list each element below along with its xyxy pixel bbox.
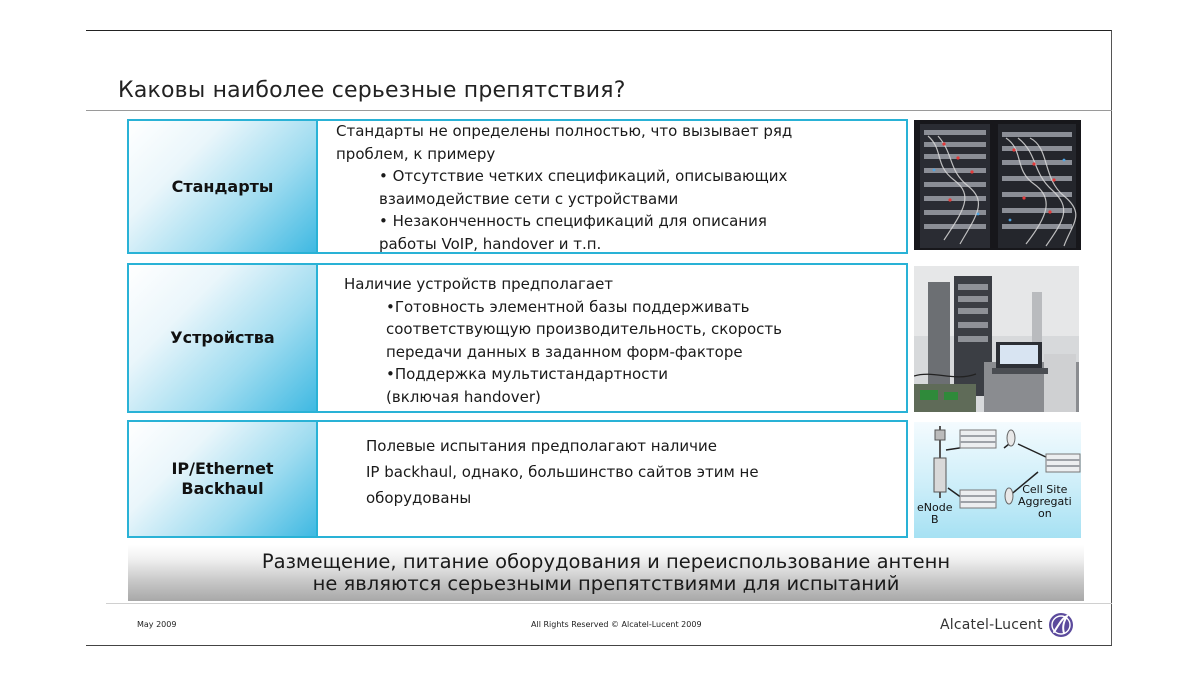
slide-title: Каковы наиболее серьезные препятствия? (118, 78, 626, 103)
text-line: Полевые испытания предполагают наличие (366, 437, 717, 455)
title-divider (86, 110, 1112, 111)
bottom-divider (86, 645, 1112, 646)
diagram-label-line: Aggregati (1018, 495, 1072, 508)
row-label (129, 121, 318, 252)
text-line: работы VoIP, handover и т.п. (379, 234, 602, 253)
brand-name: Alcatel-Lucent (940, 617, 1043, 633)
network-diagram (914, 422, 1081, 538)
diagram-label-line: on (1037, 507, 1052, 520)
text-line: Стандарты не определены полностью, что вызывает ряд (336, 122, 793, 140)
brand (940, 612, 1074, 638)
row-label (129, 422, 318, 536)
footer-copyright: All Rights Reserved © Alcatel-Lucent 2009 (531, 620, 702, 629)
banner-line: не являются серьезными препятствиями для испытаний (312, 572, 900, 595)
text-line: взаимодействие сети с устройствами (379, 189, 679, 208)
row-label-line: Устройства (170, 328, 275, 347)
text-line: оборудованы (366, 489, 472, 507)
row-description (366, 433, 900, 511)
bullet-line: • Незаконченность спецификаций для описания (379, 212, 767, 230)
diagram-label-line: Cell Site (1022, 483, 1068, 496)
text-line: соответствующую производительность, скорость (386, 320, 782, 338)
footer-date: May 2009 (137, 620, 177, 629)
row-label-line: IP/Ethernet (171, 459, 274, 478)
aggregation-label (1018, 484, 1072, 520)
row-backhaul (127, 420, 908, 538)
row-devices (127, 263, 908, 413)
row-description (336, 120, 900, 255)
row-standards (127, 119, 908, 254)
text-line: IP backhaul, однако, большинство сайтов этим не (366, 463, 759, 481)
row-description (344, 273, 900, 408)
enodeb-label (917, 502, 952, 526)
footer-divider (106, 603, 1112, 604)
bullet-line: • Отсутствие четких спецификаций, описывающих (379, 167, 788, 185)
alcatel-lucent-logo-icon (1048, 612, 1074, 638)
lab-equipment-photo (914, 266, 1079, 412)
bullet-line: •Готовность элементной базы поддерживать (386, 297, 750, 316)
conclusion-banner (128, 545, 1084, 601)
text-line: передачи данных в заданном форм-факторе (386, 342, 743, 361)
text-line: проблем, к примеру (336, 144, 496, 163)
rack-photo (914, 120, 1081, 250)
banner-line: Размещение, питание оборудования и переиспользование антенн (261, 550, 951, 573)
row-label-line: Стандарты (171, 176, 274, 196)
text-line: Наличие устройств предполагает (344, 275, 614, 293)
row-label-line: Backhaul (181, 479, 264, 498)
row-label (129, 265, 318, 411)
text-line: (включая handover) (386, 387, 541, 406)
diagram-label-line: B (930, 513, 939, 526)
diagram-label-line: eNode (917, 501, 953, 514)
bullet-line: •Поддержка мультистандартности (386, 365, 668, 383)
